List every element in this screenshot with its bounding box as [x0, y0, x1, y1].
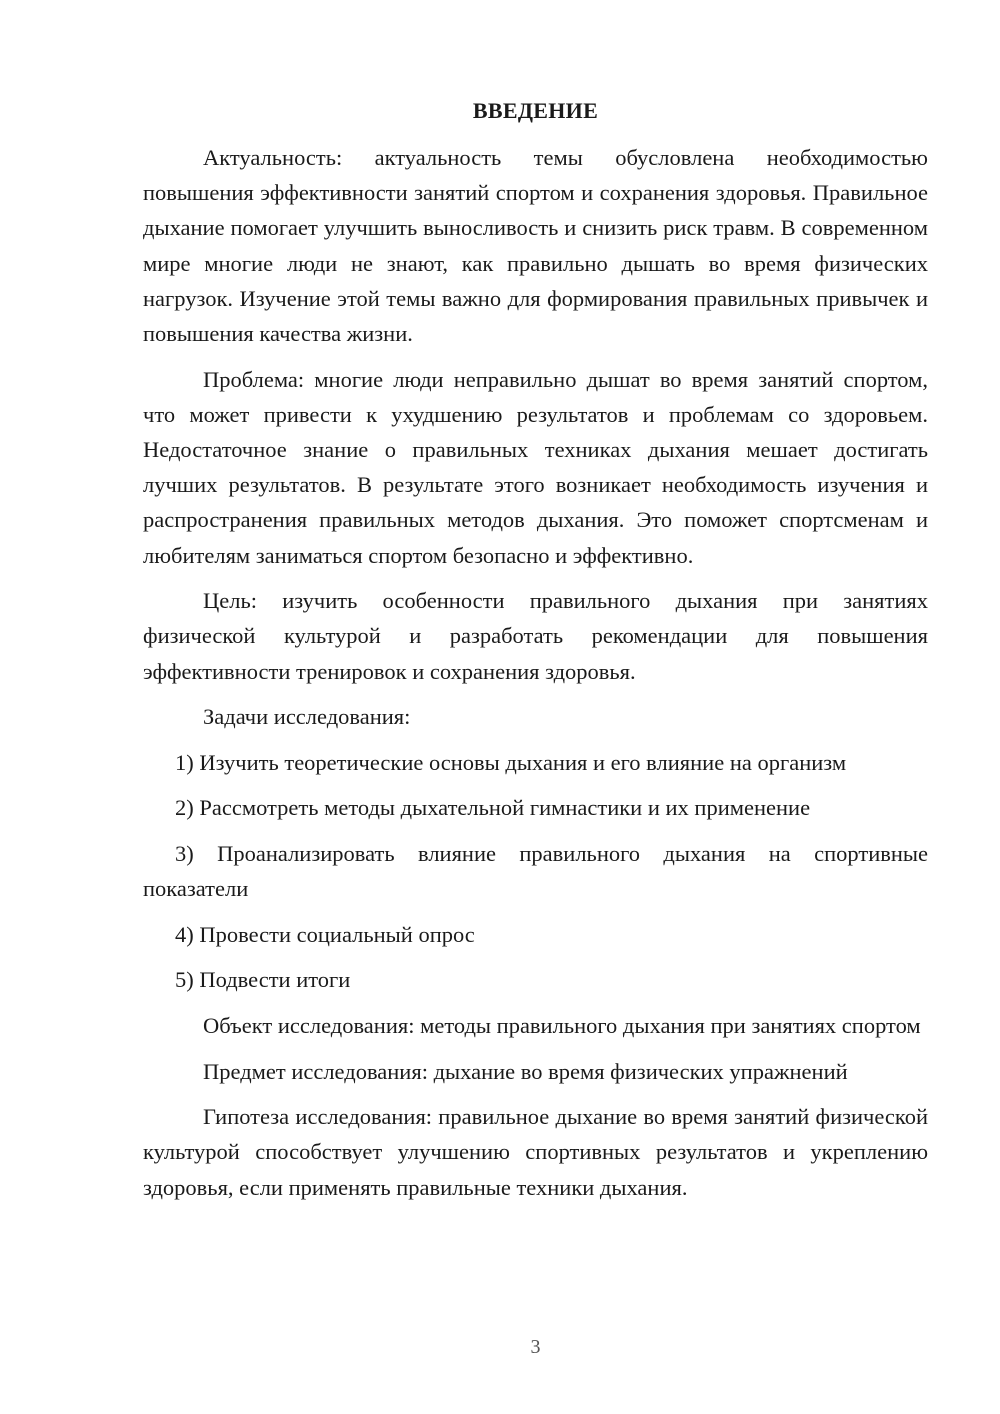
paragraph-problem: Проблема: многие люди неправильно дышат во время занятий спортом, что может привести к ухудшению результатов и проблемам со здоровьем. Недостаточное знание о правильных техниках дыхания мешает достигать лучших результатов. В результате этого возникает необходимость изучения и распространения правильных методов дыхания. Это поможет спортсменам и любителям заниматься спортом безопасно и эффективно.	[143, 366, 928, 568]
task-item-2: 2) Рассмотреть методы дыхательной гимнастики и их применение	[175, 795, 811, 821]
paragraph-hypothesis: Гипотеза исследования: правильное дыхание во время занятий физической культурой способствует улучшению спортивных результатов и укреплению здоровья, если применять правильные техники дыхания.	[143, 1104, 928, 1200]
page-number: 3	[530, 1336, 541, 1358]
tasks-title: Задачи исследования:	[203, 704, 411, 730]
task-item-4: 4) Провести социальный опрос	[175, 921, 475, 947]
paragraph-subject: Предмет исследования: дыхание во время физических упражнений	[203, 1058, 848, 1084]
paragraph-relevance: Актуальность: актуальность темы обусловлена необходимостью повышения эффективности занятий спортом и сохранения здоровья. Правильное дыхание помогает улучшить выносливость и снизить риск травм. В современном мире многие люди не знают, как правильно дышать во время физических нагрузок. Изучение этой темы важно для формирования правильных привычек и повышения качества жизни.	[143, 145, 928, 347]
task-item-1: 1) Изучить теоретические основы дыхания и его влияние на организм	[175, 749, 847, 775]
paragraph-goal: Цель: изучить особенности правильного дыхания при занятиях физической культурой и разработать рекомендации для повышения эффективности тренировок и сохранения здоровья.	[143, 588, 928, 684]
task-item-3: 3) Проанализировать влияние правильного дыхания на спортивные показатели	[143, 841, 928, 902]
page-title: ВВЕДЕНИЕ	[472, 98, 599, 123]
document-body	[143, 140, 928, 1215]
task-item-5: 5) Подвести итоги	[175, 967, 351, 993]
paragraph-object: Объект исследования: методы правильного дыхания при занятиях спортом	[203, 1012, 921, 1038]
